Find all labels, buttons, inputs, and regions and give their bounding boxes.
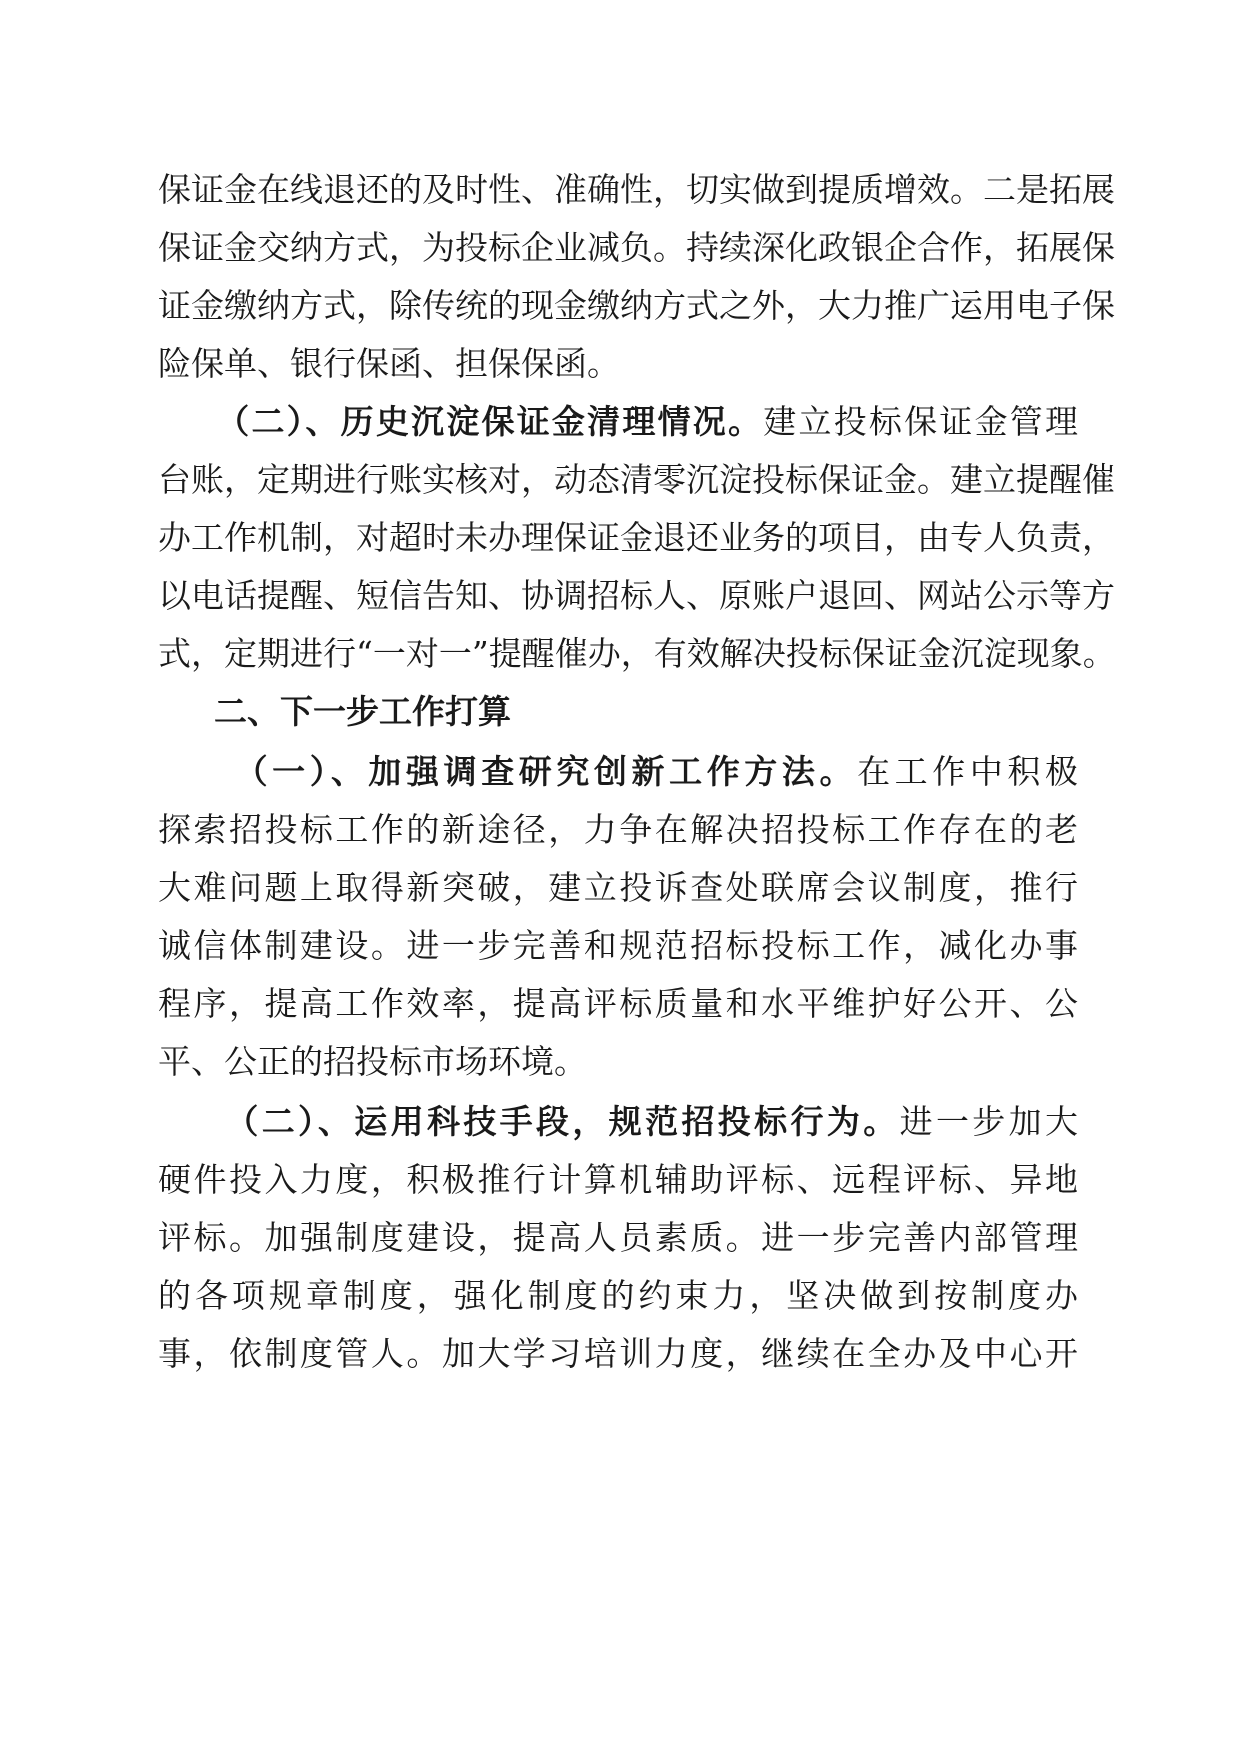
paragraph-line: 评标。加强制度建设，提高人员素质。进一步完善内部管理 bbox=[158, 1218, 1078, 1257]
paragraph-line: 式，定期进行“一对一”提醒催办，有效解决投标保证金沉淀现象。 bbox=[158, 634, 1116, 673]
section-heading-history-deposit: （二）、历史沉淀保证金清理情况。 bbox=[214, 402, 764, 441]
paragraph-line: 程序，提高工作效率，提高评标质量和水平维护好公开、公 bbox=[158, 984, 1078, 1023]
section-line-tail: 在工作中积极 bbox=[857, 752, 1079, 791]
section-line-tail: 建立投标保证金管理 bbox=[763, 402, 1079, 441]
paragraph-line: 险保单、银行保函、担保保函。 bbox=[158, 344, 620, 383]
section-line-tail: 进一步加大 bbox=[899, 1102, 1079, 1141]
section-first-line bbox=[158, 390, 1078, 454]
paragraph-line: 证金缴纳方式，除传统的现金缴纳方式之外，大力推广运用电子保 bbox=[158, 286, 1115, 325]
paragraph-line: 平、公正的招投标市场环境。 bbox=[158, 1042, 587, 1081]
paragraph-line: 的各项规章制度，强化制度的约束力，坚决做到按制度办 bbox=[158, 1276, 1078, 1315]
paragraph-line: 办工作机制，对超时未办理保证金退还业务的项目，由专人负责， bbox=[158, 518, 1115, 557]
paragraph-line: 保证金在线退还的及时性、准确性，切实做到提质增效。二是拓展 bbox=[158, 170, 1115, 209]
paragraph-line: 硬件投入力度，积极推行计算机辅助评标、远程评标、异地 bbox=[158, 1160, 1078, 1199]
document-page bbox=[158, 0, 1116, 1754]
section-heading-next-steps: 二、下一步工作打算 bbox=[214, 692, 511, 731]
paragraph-line: 台账，定期进行账实核对，动态清零沉淀投标保证金。建立提醒催 bbox=[158, 460, 1115, 499]
paragraph-line: 探索招投标工作的新途径，力争在解决招投标工作存在的老 bbox=[158, 810, 1078, 849]
section-heading-research: （一）、加强调查研究创新工作方法。 bbox=[230, 752, 858, 791]
paragraph-line: 大难问题上取得新突破，建立投诉查处联席会议制度，推行 bbox=[158, 868, 1078, 907]
section-first-line bbox=[158, 1090, 1078, 1154]
paragraph-line: 事，依制度管人。加大学习培训力度，继续在全办及中心开 bbox=[158, 1334, 1078, 1373]
paragraph-line: 诚信体制建设。进一步完善和规范招标投标工作，减化办事 bbox=[158, 926, 1078, 965]
section-heading-technology: （二）、运用科技手段，规范招投标行为。 bbox=[222, 1102, 900, 1141]
section-first-line bbox=[158, 740, 1078, 804]
paragraph-line: 以电话提醒、短信告知、协调招标人、原账户退回、网站公示等方 bbox=[158, 576, 1115, 615]
paragraph-line: 保证金交纳方式，为投标企业减负。持续深化政银企合作，拓展保 bbox=[158, 228, 1115, 267]
